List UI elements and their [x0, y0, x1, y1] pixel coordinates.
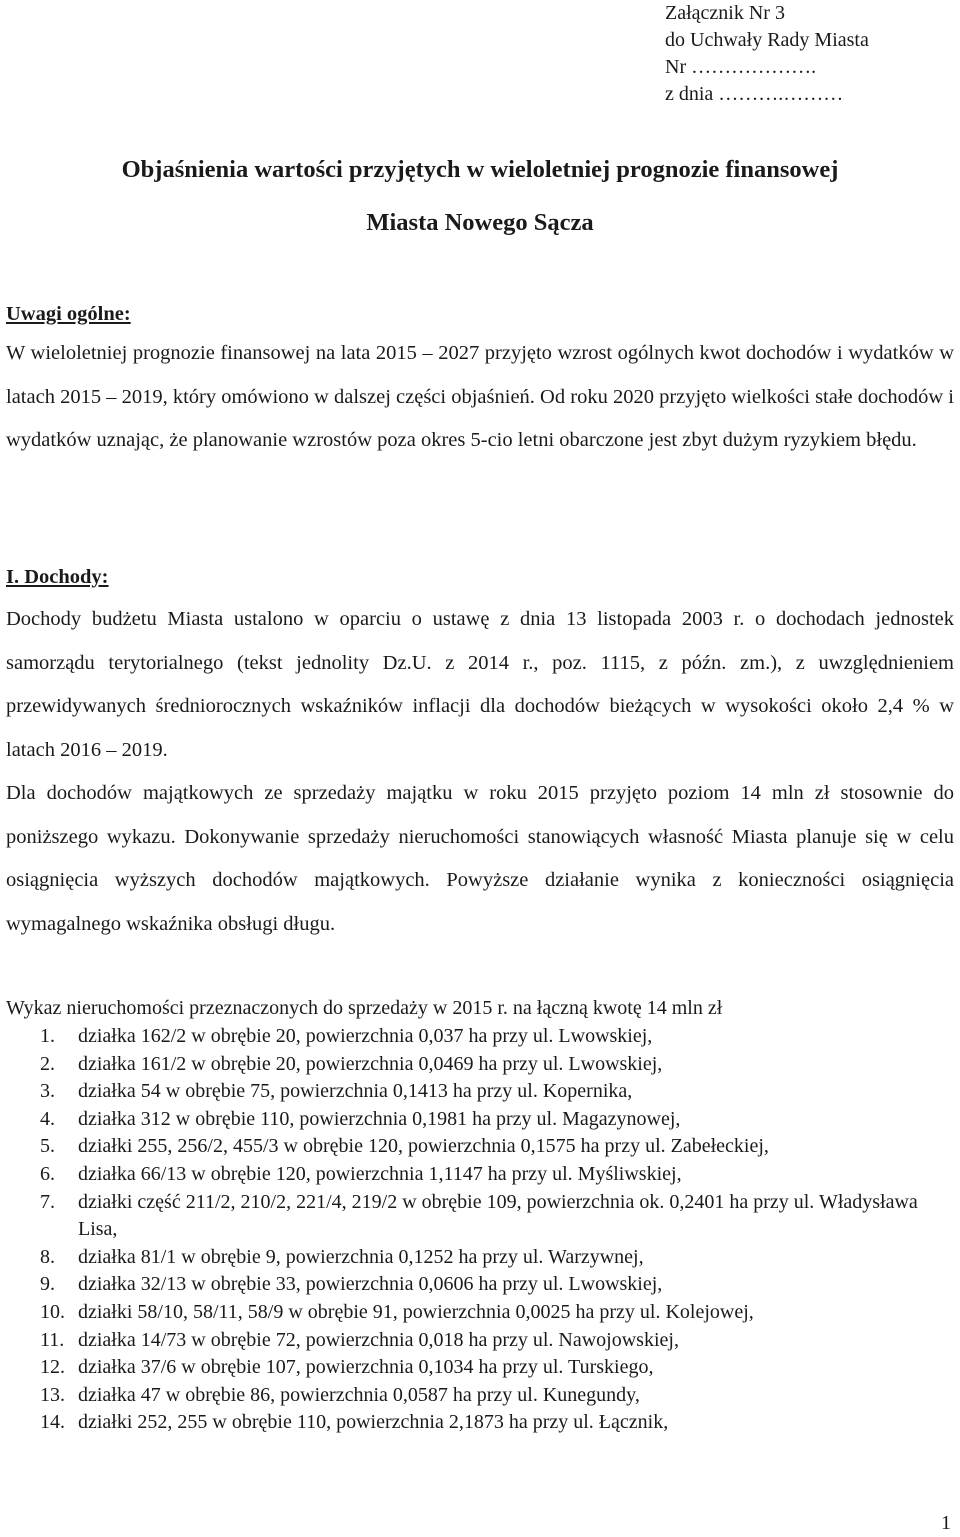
document-title-line-1: Objaśnienia wartości przyjętych w wieloletniej prognozie finansowej	[121, 156, 839, 183]
attachment-line-3: Nr ……………….	[665, 56, 817, 78]
list-item-number: 6.	[40, 1162, 55, 1185]
list-item-number: 12.	[40, 1356, 65, 1379]
list-item-text: działka 47 w obrębie 86, powierzchnia 0,0587 ha przy ul. Kunegundy,	[78, 1383, 640, 1406]
list-item-number: 14.	[40, 1411, 65, 1434]
list-item-number: 3.	[40, 1080, 55, 1103]
list-item	[0, 1271, 960, 1299]
income-paragraph-2: Dla dochodów majątkowych ze sprzedaży majątku w roku 2015 przyjęto poziom 14 mln zł stosownie do poniższego wykazu. Dokonywanie sprzedaży nieruchomości stanowiących własność Miasta planuje się w celu osiągnięcia wyższych dochodów majątkowych. Powyższe działanie wynika z konieczności osiągnięcia wymagalnego wskaźnika obsługi długu.	[6, 782, 954, 935]
list-item-text: działka 162/2 w obrębie 20, powierzchnia 0,037 ha przy ul. Lwowskiej,	[78, 1025, 653, 1047]
list-item-number: 8.	[40, 1245, 55, 1268]
list-item-text: działka 312 w obrębie 110, powierzchnia 0,1981 ha przy ul. Magazynowej,	[78, 1107, 681, 1130]
list-item-number: 2.	[40, 1052, 55, 1075]
list-item	[0, 1244, 960, 1272]
list-item	[0, 1327, 960, 1355]
list-item	[0, 1133, 960, 1161]
property-list	[0, 1023, 960, 1437]
attachment-line-1: Załącznik Nr 3	[665, 2, 785, 24]
income-paragraph-1: Dochody budżetu Miasta ustalono w oparciu o ustawę z dnia 13 listopada 2003 r. o dochodach jednostek samorządu terytorialnego (tekst jednolity Dz.U. z 2014 r., poz. 1115, z późn. zm.), z uwzględnieniem przewidywanych średniorocznych wskaźników inflacji dla dochodów bieżących w wysokości około 2,4 % w latach 2016 – 2019.	[6, 608, 954, 761]
list-item-number: 10.	[40, 1300, 65, 1323]
document-title-line-2: Miasta Nowego Sącza	[366, 209, 594, 236]
list-item	[0, 1078, 960, 1106]
list-item-number: 7.	[40, 1190, 55, 1213]
list-item-number: 11.	[40, 1328, 65, 1351]
property-list-heading: Wykaz nieruchomości przeznaczonych do sprzedaży w 2015 r. na łączną kwotę 14 mln zł	[6, 997, 723, 1019]
list-item	[0, 1354, 960, 1382]
list-item-text: działki 252, 255 w obrębie 110, powierzchnia 2,1873 ha przy ul. Łącznik,	[78, 1411, 669, 1434]
list-item-text: działka 37/6 w obrębie 107, powierzchnia 0,1034 ha przy ul. Turskiego,	[78, 1356, 654, 1379]
list-item	[0, 1023, 960, 1051]
attachment-header	[665, 0, 869, 108]
income-heading: I. Dochody:	[6, 566, 109, 588]
list-item-number: 1.	[40, 1025, 55, 1047]
general-remarks-heading: Uwagi ogólne:	[6, 303, 131, 325]
list-item-text: działka 14/73 w obrębie 72, powierzchnia 0,018 ha przy ul. Nawojowskiej,	[78, 1328, 679, 1351]
list-item-text: działka 66/13 w obrębie 120, powierzchnia 1,1147 ha przy ul. Myśliwskiej,	[78, 1162, 682, 1185]
list-item-number: 4.	[40, 1107, 55, 1130]
list-item	[0, 1409, 960, 1437]
attachment-line-4: z dnia ……….………	[665, 83, 844, 105]
general-remarks-paragraph: W wieloletniej prognozie finansowej na lata 2015 – 2027 przyjęto wzrost ogólnych kwot dochodów i wydatków w latach 2015 – 2019, który omówiono w dalszej części objaśnień. Od roku 2020 przyjęto wielkości stałe dochodów i wydatków uznając, że planowanie wzrostów poza okres 5-cio letni obarczone jest zbyt dużym ryzykiem błędu.	[6, 342, 954, 451]
list-item	[0, 1189, 960, 1244]
list-item-text: działka 81/1 w obrębie 9, powierzchnia 0,1252 ha przy ul. Warzywnej,	[78, 1245, 644, 1268]
list-item-text: działki 58/10, 58/11, 58/9 w obrębie 91, powierzchnia 0,0025 ha przy ul. Kolejowej,	[78, 1300, 754, 1323]
list-item	[0, 1051, 960, 1079]
list-item	[0, 1161, 960, 1189]
list-item	[0, 1106, 960, 1134]
page-number: 1	[941, 1512, 951, 1534]
list-item	[0, 1299, 960, 1327]
list-item	[0, 1382, 960, 1410]
list-item-number: 9.	[40, 1273, 55, 1296]
list-item-text: działki część 211/2, 210/2, 221/4, 219/2 w obrębie 109, powierzchnia ok. 0,2401 ha przy ul. Władysława Lisa,	[78, 1190, 918, 1241]
list-item-text: działka 32/13 w obrębie 33, powierzchnia 0,0606 ha przy ul. Lwowskiej,	[78, 1273, 663, 1296]
list-item-text: działki 255, 256/2, 455/3 w obrębie 120, powierzchnia 0,1575 ha przy ul. Zabełeckiej,	[78, 1135, 769, 1158]
attachment-line-2: do Uchwały Rady Miasta	[665, 29, 869, 51]
list-item-number: 13.	[40, 1383, 65, 1406]
list-item-text: działka 161/2 w obrębie 20, powierzchnia 0,0469 ha przy ul. Lwowskiej,	[78, 1052, 663, 1075]
list-item-number: 5.	[40, 1135, 55, 1158]
list-item-text: działka 54 w obrębie 75, powierzchnia 0,1413 ha przy ul. Kopernika,	[78, 1080, 633, 1103]
